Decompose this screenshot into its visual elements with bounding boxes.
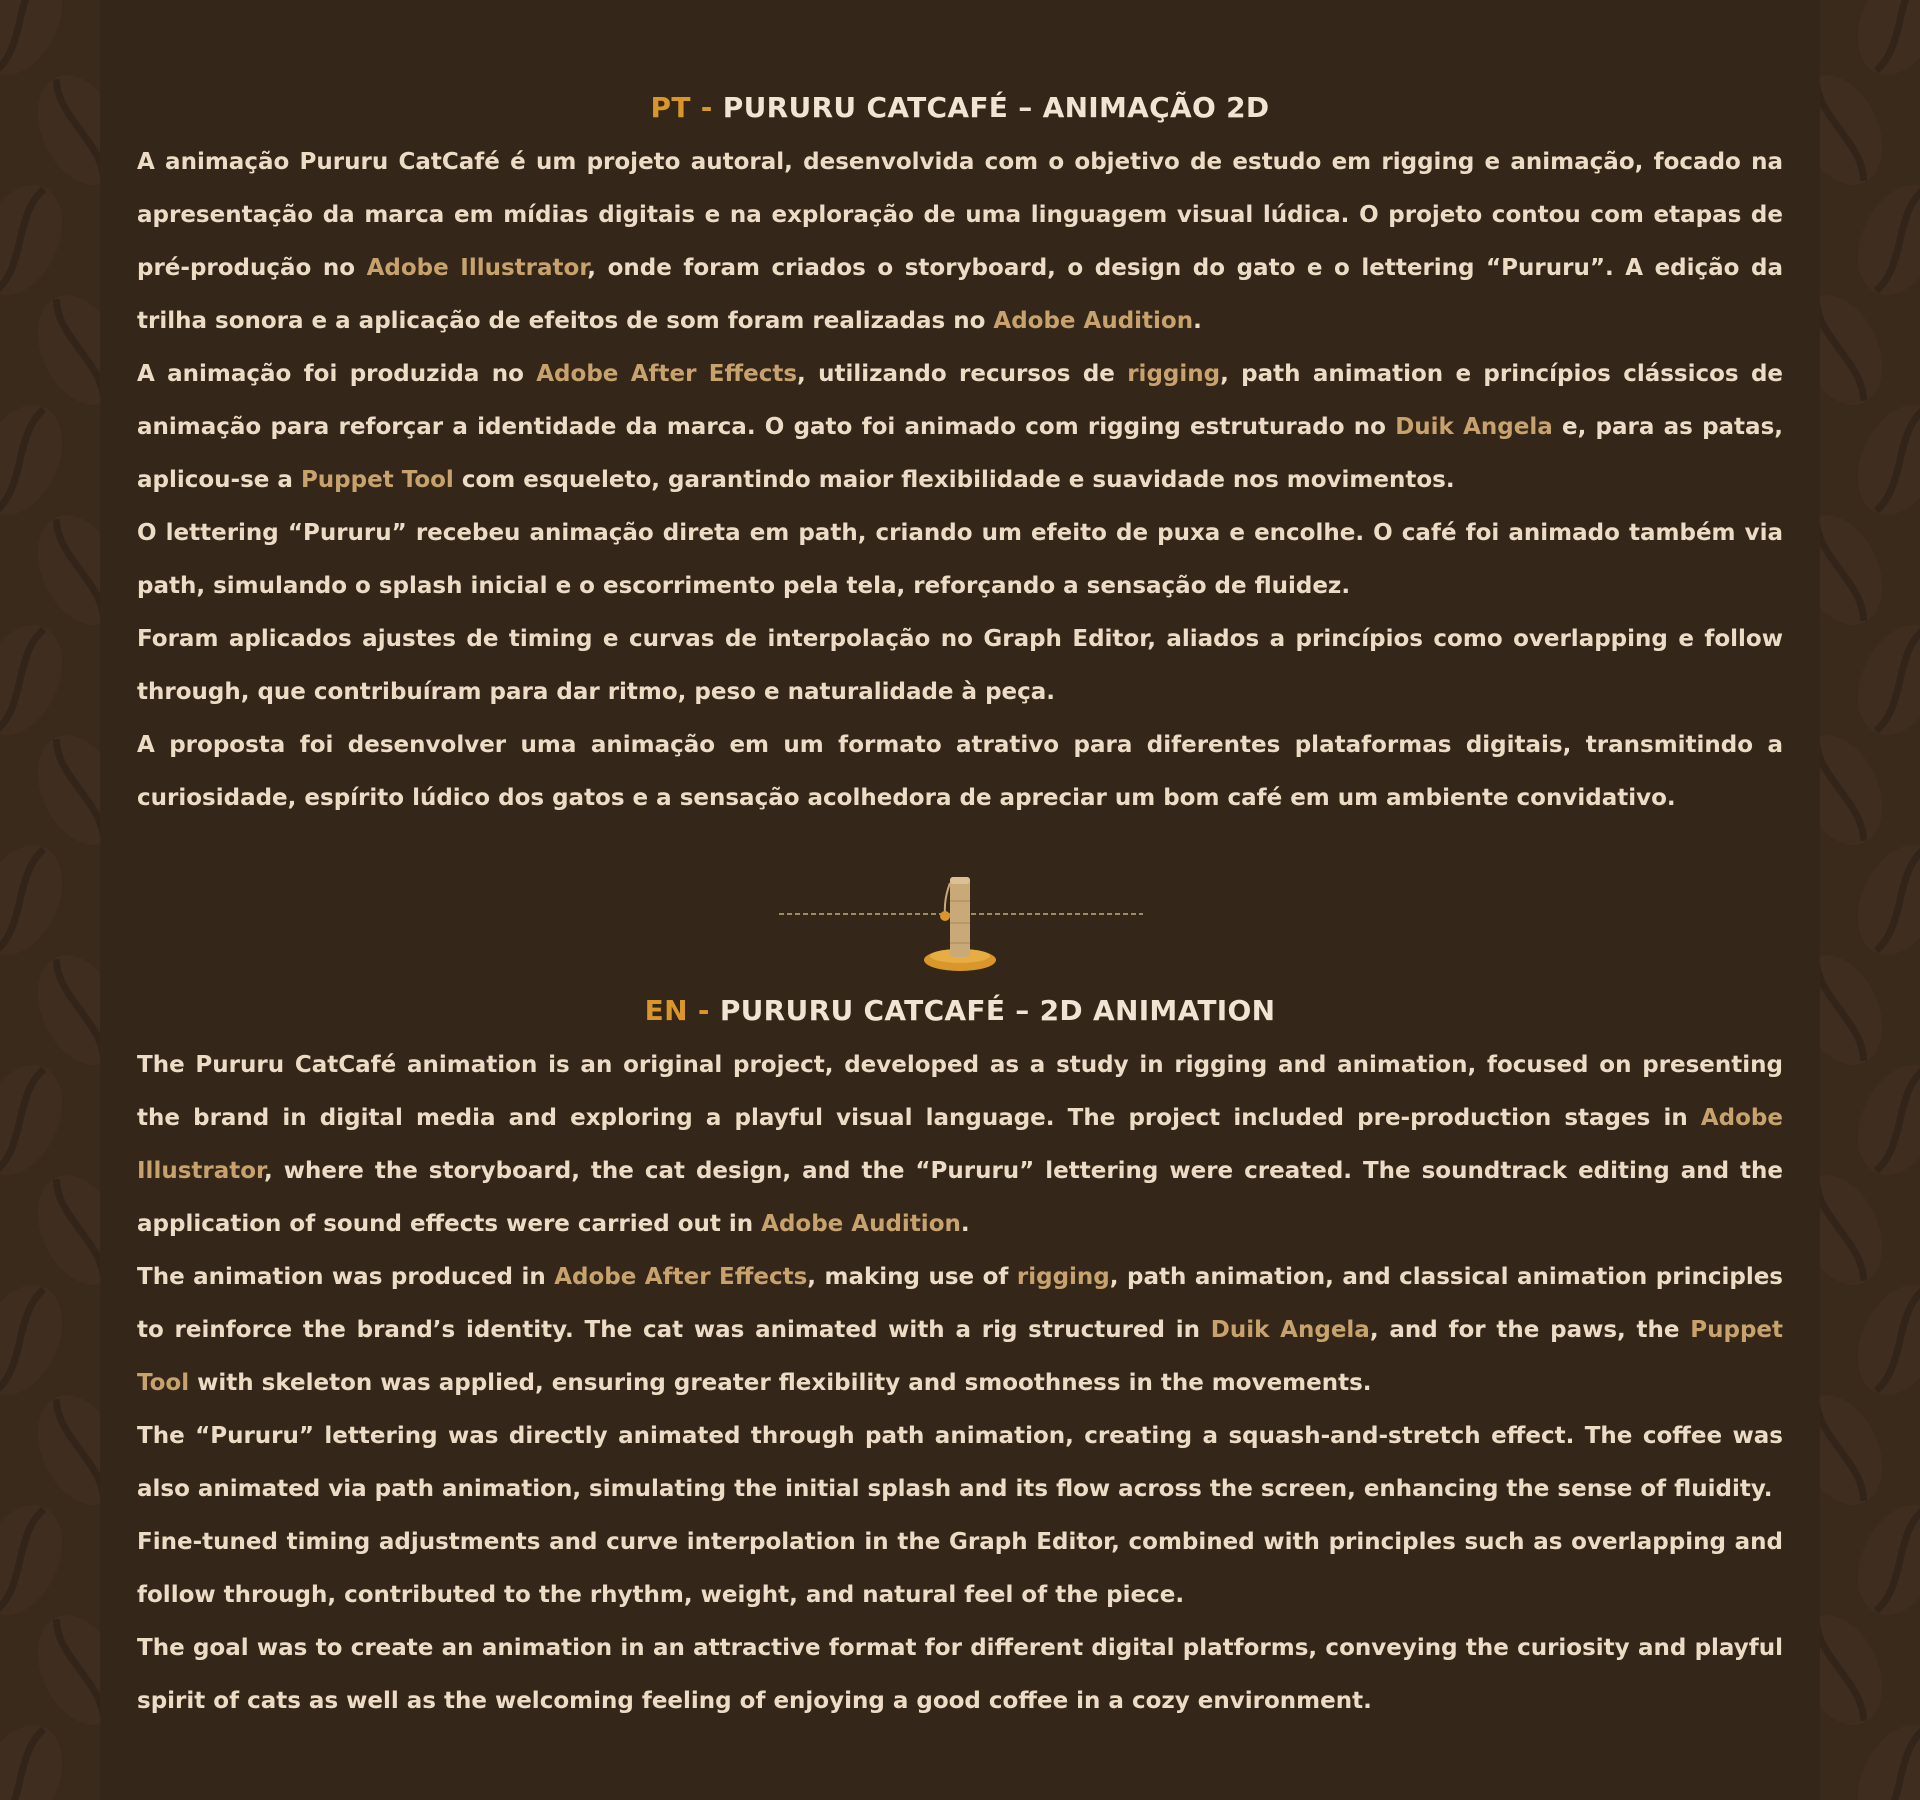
left-pattern-band — [0, 0, 100, 1800]
coffee-bean-icon — [0, 171, 79, 308]
paragraph-text: , making use of — [807, 1264, 1017, 1290]
coffee-bean-icon — [1820, 941, 1899, 1078]
coffee-bean-icon — [1841, 1271, 1920, 1408]
coffee-bean-icon — [21, 281, 100, 418]
section-divider — [137, 831, 1783, 983]
pt-section — [137, 80, 1783, 825]
coffee-bean-icon — [1820, 501, 1899, 638]
highlighted-term: Adobe After Effects — [554, 1264, 808, 1290]
coffee-bean-icon — [21, 501, 100, 638]
toy-string — [945, 883, 950, 913]
paragraph-text: with skeleton was applied, ensuring greater flexibility and smoothness in the movements. — [189, 1370, 1372, 1396]
paragraph-text: , where the storyboard, the cat design, and the “Pururu” lettering were created. The soundtrack editing and the application of sound effects were carried out in — [137, 1158, 1783, 1237]
coffee-bean-icon — [1820, 281, 1899, 418]
article-content — [137, 80, 1783, 1728]
paragraph-text: , onde foram criados o storyboard, o design do gato e o lettering “Pururu”. A edição da trilha sonora e a aplicação de efeitos de som foram realizadas no — [137, 255, 1783, 334]
highlighted-term: rigging — [1016, 1264, 1110, 1290]
paragraph-text: , path animation, and classical animation principles to reinforce the brand’s identity. The cat was animated with a rig structured in — [137, 1264, 1783, 1343]
paragraph-text: The “Pururu” lettering was directly animated through path animation, creating a squash-and-stretch effect. The coffee was also animated via path animation, simulating the initial splash and its flow across the screen, enhancing the sense of fluidity. — [137, 1423, 1783, 1502]
en-paragraphs — [137, 1039, 1783, 1728]
pt-section-title — [137, 80, 1783, 136]
paragraph-text: e, para as patas, aplicou-se a — [137, 414, 1784, 493]
coffee-bean-icon — [1841, 831, 1920, 968]
coffee-bean-icon — [1820, 1601, 1899, 1738]
pt-language-tag: PT - — [650, 91, 723, 124]
pt-paragraphs — [137, 136, 1783, 825]
paragraph-text: . — [1193, 308, 1202, 334]
coffee-bean-icon — [1820, 61, 1899, 198]
coffee-bean-icon — [0, 1271, 79, 1408]
en-section — [137, 983, 1783, 1728]
paragraph-text: A animação Pururu CatCafé é um projeto autoral, desenvolvida com o objetivo de estudo em rigging e animação, focado na apresentação da marca em mídias digitais e na exploração de uma linguagem visual lúdica. O projeto contou com etapas de pré-produção no — [137, 149, 1783, 281]
paragraph-text: , path animation e princípios clássicos de animação para reforçar a identidade da marca. O gato foi animado com rigging estruturado no — [137, 361, 1784, 440]
paragraph-text: A proposta foi desenvolver uma animação em um formato atrativo para diferentes plataformas digitais, transmitindo a curiosidade, espírito lúdico dos gatos e a sensação acolhedora de apreciar um bom café em um ambiente convidativo. — [137, 732, 1783, 811]
pt-paragraph — [137, 136, 1783, 348]
pt-paragraph — [137, 507, 1783, 613]
paragraph-text: , and for the paws, the — [1369, 1317, 1691, 1343]
pt-paragraph — [137, 613, 1783, 719]
highlighted-term: Adobe Illustrator — [366, 255, 588, 281]
en-paragraph — [137, 1039, 1783, 1251]
toy-ball — [940, 911, 950, 921]
coffee-bean-icon — [1841, 391, 1920, 528]
highlighted-term: Puppet Tool — [300, 467, 454, 493]
en-section-title — [137, 983, 1783, 1039]
coffee-bean-icon — [0, 611, 79, 748]
coffee-bean-icon — [21, 1381, 100, 1518]
en-title-text: PURURU CATCAFÉ – 2D ANIMATION — [719, 994, 1276, 1027]
coffee-bean-icon — [0, 391, 79, 528]
paragraph-text: O lettering “Pururu” recebeu animação direta em path, criando um efeito de puxa e encolhe. O café foi animado também via path, simulando o splash inicial e o escorrimento pela tela, reforçando a sensação de fluidez. — [137, 520, 1783, 599]
coffee-bean-icon — [1820, 721, 1899, 858]
paragraph-text: A animação foi produzida no — [137, 361, 537, 387]
coffee-bean-icon — [21, 1601, 100, 1738]
coffee-bean-icon — [1841, 1491, 1920, 1628]
paragraph-text: com esqueleto, garantindo maior flexibilidade e suavidade nos movimentos. — [453, 467, 1455, 493]
coffee-bean-icon — [0, 1491, 79, 1628]
coffee-bean-icon — [21, 941, 100, 1078]
en-paragraph — [137, 1622, 1783, 1728]
highlighted-term: Adobe After Effects — [536, 361, 798, 387]
coffee-bean-pattern-left — [0, 0, 100, 1800]
highlighted-term: Puppet Tool — [137, 1317, 1784, 1396]
en-paragraph — [137, 1410, 1783, 1516]
paragraph-text: . — [960, 1211, 970, 1237]
coffee-bean-icon — [1841, 611, 1920, 748]
paragraph-text: Foram aplicados ajustes de timing e curvas de interpolação no Graph Editor, aliados a princípios como overlapping e follow through, que contribuíram para dar ritmo, peso e naturalidade à peça. — [137, 626, 1783, 705]
paragraph-text: , utilizando recursos de — [797, 361, 1128, 387]
coffee-bean-icon — [1841, 0, 1920, 89]
pt-title-text: PURURU CATCAFÉ – ANIMAÇÃO 2D — [722, 91, 1270, 124]
post-column — [950, 877, 970, 957]
highlighted-term: Adobe Audition — [993, 308, 1194, 334]
coffee-bean-icon — [21, 1161, 100, 1298]
coffee-bean-icon — [1841, 1051, 1920, 1188]
paragraph-text: The goal was to create an animation in an attractive format for different digital platforms, conveying the curiosity and playful spirit of cats as well as the welcoming feeling of enjoying a good coffee in a cozy environment. — [137, 1635, 1783, 1714]
coffee-bean-pattern-right — [1820, 0, 1920, 1800]
coffee-bean-icon — [0, 831, 79, 968]
paragraph-text: Fine-tuned timing adjustments and curve interpolation in the Graph Editor, combined with principles such as overlapping and follow through, contributed to the rhythm, weight, and natural feel of the piece. — [137, 1529, 1783, 1608]
coffee-bean-icon — [1820, 1381, 1899, 1518]
highlighted-term: Adobe Audition — [761, 1211, 961, 1237]
cat-scratching-post-icon — [137, 831, 1783, 983]
right-pattern-band — [1820, 0, 1920, 1800]
highlighted-term: Duik Angela — [1395, 414, 1553, 440]
pt-paragraph — [137, 719, 1783, 825]
en-paragraph — [137, 1516, 1783, 1622]
coffee-bean-icon — [1841, 171, 1920, 308]
coffee-bean-icon — [0, 1051, 79, 1188]
coffee-bean-icon — [21, 61, 100, 198]
highlighted-term: Adobe Illustrator — [137, 1105, 1783, 1184]
highlighted-term: rigging — [1127, 361, 1221, 387]
pt-paragraph — [137, 348, 1783, 507]
coffee-bean-icon — [0, 1711, 79, 1800]
en-language-tag: EN - — [644, 994, 720, 1027]
highlighted-term: Duik Angela — [1210, 1317, 1370, 1343]
en-paragraph — [137, 1251, 1783, 1410]
paragraph-text: The Pururu CatCafé animation is an original project, developed as a study in rigging and animation, focused on presenting the brand in digital media and exploring a playful visual language. The project included pre-production stages in — [137, 1052, 1783, 1131]
coffee-bean-icon — [21, 721, 100, 858]
coffee-bean-icon — [1820, 1161, 1899, 1298]
paragraph-text: The animation was produced in — [137, 1264, 555, 1290]
